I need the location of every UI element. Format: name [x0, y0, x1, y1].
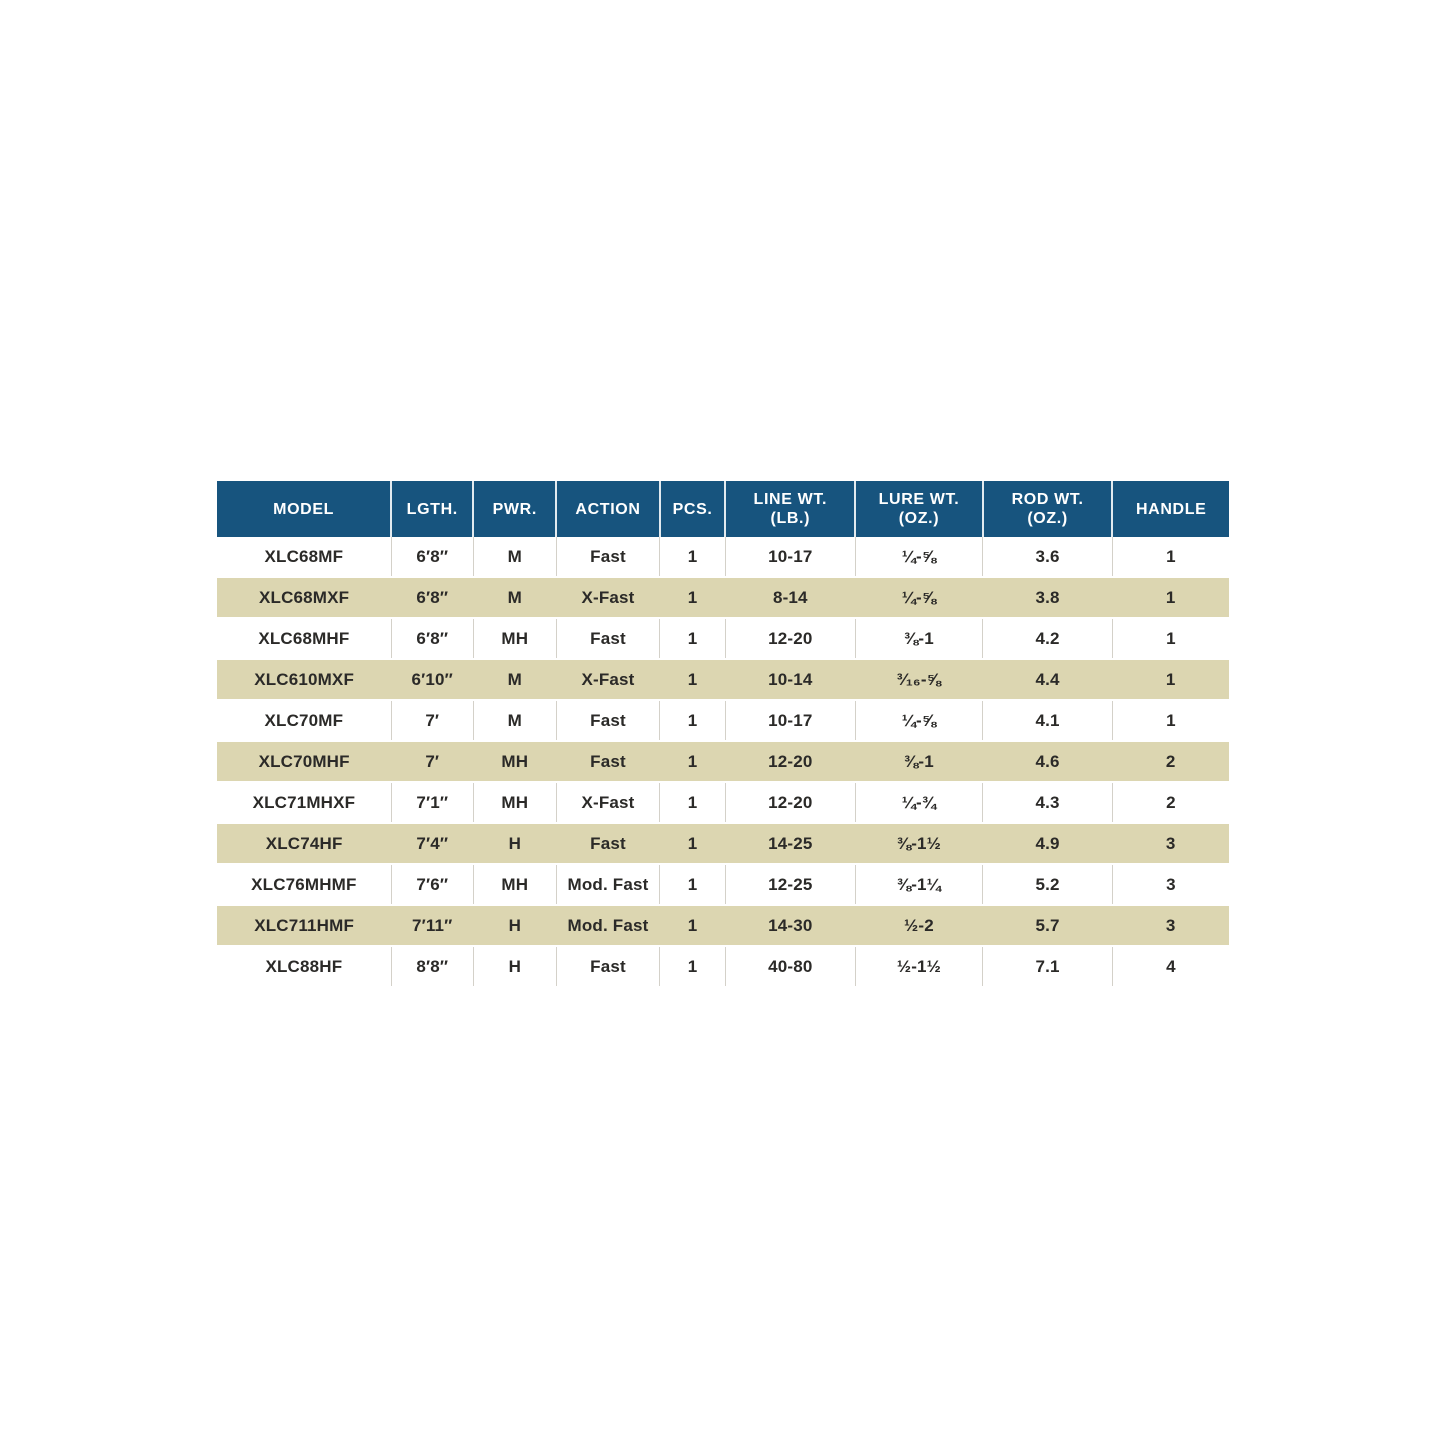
cell-lure: ⅜-1¼	[855, 864, 983, 905]
cell-line: 12-20	[725, 618, 855, 659]
cell-action: X-Fast	[556, 659, 659, 700]
cell-line: 12-20	[725, 741, 855, 782]
cell-lure: ⅜-1	[855, 741, 983, 782]
cell-handle: 3	[1112, 905, 1229, 946]
cell-action: Fast	[556, 741, 659, 782]
cell-line: 8-14	[725, 577, 855, 618]
cell-action: Fast	[556, 700, 659, 741]
cell-lgth: 6′8″	[391, 577, 473, 618]
table-row	[217, 741, 1229, 782]
cell-action: Fast	[556, 537, 659, 577]
cell-pcs: 1	[660, 741, 726, 782]
cell-model: XLC711HMF	[217, 905, 391, 946]
cell-pcs: 1	[660, 537, 726, 577]
cell-lure: ½-2	[855, 905, 983, 946]
cell-line: 14-25	[725, 823, 855, 864]
cell-lgth: 7′	[391, 741, 473, 782]
cell-pcs: 1	[660, 659, 726, 700]
cell-lure: ⅜-1	[855, 618, 983, 659]
column-header-pcs	[660, 481, 726, 537]
cell-lgth: 7′1″	[391, 782, 473, 823]
cell-handle: 1	[1112, 700, 1229, 741]
table-row	[217, 700, 1229, 741]
cell-pwr: M	[473, 700, 556, 741]
cell-lure: ¼-⅝	[855, 700, 983, 741]
table-header	[217, 481, 1229, 537]
cell-lgth: 8′8″	[391, 946, 473, 986]
cell-model: XLC76MHMF	[217, 864, 391, 905]
cell-line: 12-20	[725, 782, 855, 823]
cell-line: 40-80	[725, 946, 855, 986]
cell-pwr: H	[473, 946, 556, 986]
cell-handle: 1	[1112, 577, 1229, 618]
column-header-label: LINE WT.	[753, 491, 828, 508]
cell-lure: ¼-¾	[855, 782, 983, 823]
cell-handle: 3	[1112, 823, 1229, 864]
cell-pwr: H	[473, 823, 556, 864]
cell-handle: 3	[1112, 864, 1229, 905]
cell-action: Mod. Fast	[556, 905, 659, 946]
table-row	[217, 577, 1229, 618]
table-body	[217, 537, 1229, 986]
cell-rod: 5.2	[983, 864, 1113, 905]
cell-action: Fast	[556, 823, 659, 864]
cell-pwr: M	[473, 537, 556, 577]
cell-lgth: 6′10″	[391, 659, 473, 700]
cell-pcs: 1	[660, 618, 726, 659]
cell-lure: ³⁄₁₆-⅝	[855, 659, 983, 700]
column-header-sublabel: (OZ.)	[1027, 510, 1068, 527]
column-header-action	[556, 481, 659, 537]
column-header-label: MODEL	[273, 500, 335, 518]
cell-rod: 4.2	[983, 618, 1113, 659]
cell-rod: 4.6	[983, 741, 1113, 782]
cell-model: XLC74HF	[217, 823, 391, 864]
column-header-lgth	[391, 481, 473, 537]
cell-model: XLC68MHF	[217, 618, 391, 659]
cell-handle: 1	[1112, 537, 1229, 577]
cell-lgth: 7′6″	[391, 864, 473, 905]
table-row	[217, 659, 1229, 700]
cell-rod: 3.8	[983, 577, 1113, 618]
column-header-lure	[855, 481, 983, 537]
table-row	[217, 905, 1229, 946]
column-header-label: LGTH.	[406, 500, 458, 518]
cell-action: Fast	[556, 618, 659, 659]
column-header-label: PWR.	[492, 500, 537, 518]
cell-handle: 4	[1112, 946, 1229, 986]
cell-line: 12-25	[725, 864, 855, 905]
column-header-sublabel: (OZ.)	[898, 510, 940, 527]
cell-pwr: H	[473, 905, 556, 946]
column-header-sublabel: (LB.)	[770, 510, 811, 527]
cell-pwr: MH	[473, 741, 556, 782]
column-header-label: HANDLE	[1135, 500, 1207, 518]
cell-model: XLC70MHF	[217, 741, 391, 782]
cell-lgth: 7′11″	[391, 905, 473, 946]
cell-model: XLC68MXF	[217, 577, 391, 618]
cell-line: 10-14	[725, 659, 855, 700]
header-row	[217, 481, 1229, 537]
cell-rod: 4.3	[983, 782, 1113, 823]
cell-action: X-Fast	[556, 782, 659, 823]
cell-lgth: 7′4″	[391, 823, 473, 864]
rod-spec-table-container	[217, 481, 1229, 986]
cell-pwr: MH	[473, 864, 556, 905]
cell-pcs: 1	[660, 946, 726, 986]
cell-lure: ½-1½	[855, 946, 983, 986]
table-row	[217, 537, 1229, 577]
cell-pwr: MH	[473, 782, 556, 823]
column-header-label: ROD WT.	[1011, 491, 1084, 508]
cell-handle: 1	[1112, 618, 1229, 659]
cell-lure: ¼-⅝	[855, 537, 983, 577]
cell-pcs: 1	[660, 782, 726, 823]
cell-lgth: 7′	[391, 700, 473, 741]
cell-rod: 3.6	[983, 537, 1113, 577]
cell-rod: 4.4	[983, 659, 1113, 700]
cell-pwr: M	[473, 577, 556, 618]
cell-rod: 7.1	[983, 946, 1113, 986]
column-header-label: LURE WT.	[878, 491, 960, 508]
cell-lgth: 6′8″	[391, 537, 473, 577]
cell-pwr: M	[473, 659, 556, 700]
cell-action: X-Fast	[556, 577, 659, 618]
rod-spec-table	[217, 481, 1229, 986]
cell-lure: ¼-⅝	[855, 577, 983, 618]
cell-lgth: 6′8″	[391, 618, 473, 659]
column-header-rod	[983, 481, 1113, 537]
cell-pcs: 1	[660, 864, 726, 905]
table-row	[217, 946, 1229, 986]
cell-pcs: 1	[660, 577, 726, 618]
cell-action: Mod. Fast	[556, 864, 659, 905]
cell-model: XLC71MHXF	[217, 782, 391, 823]
cell-pcs: 1	[660, 700, 726, 741]
table-row	[217, 618, 1229, 659]
column-header-model	[217, 481, 391, 537]
cell-model: XLC610MXF	[217, 659, 391, 700]
cell-pcs: 1	[660, 905, 726, 946]
cell-lure: ⅜-1½	[855, 823, 983, 864]
column-header-label: PCS.	[672, 500, 713, 518]
cell-model: XLC88HF	[217, 946, 391, 986]
cell-action: Fast	[556, 946, 659, 986]
cell-model: XLC70MF	[217, 700, 391, 741]
cell-pwr: MH	[473, 618, 556, 659]
table-row	[217, 823, 1229, 864]
table-row	[217, 782, 1229, 823]
column-header-handle	[1112, 481, 1229, 537]
column-header-label: ACTION	[575, 500, 641, 518]
cell-line: 10-17	[725, 537, 855, 577]
cell-rod: 4.1	[983, 700, 1113, 741]
column-header-line	[725, 481, 855, 537]
cell-model: XLC68MF	[217, 537, 391, 577]
table-row	[217, 864, 1229, 905]
cell-line: 14-30	[725, 905, 855, 946]
cell-handle: 2	[1112, 741, 1229, 782]
cell-handle: 2	[1112, 782, 1229, 823]
cell-line: 10-17	[725, 700, 855, 741]
cell-rod: 5.7	[983, 905, 1113, 946]
column-header-pwr	[473, 481, 556, 537]
cell-handle: 1	[1112, 659, 1229, 700]
cell-pcs: 1	[660, 823, 726, 864]
cell-rod: 4.9	[983, 823, 1113, 864]
